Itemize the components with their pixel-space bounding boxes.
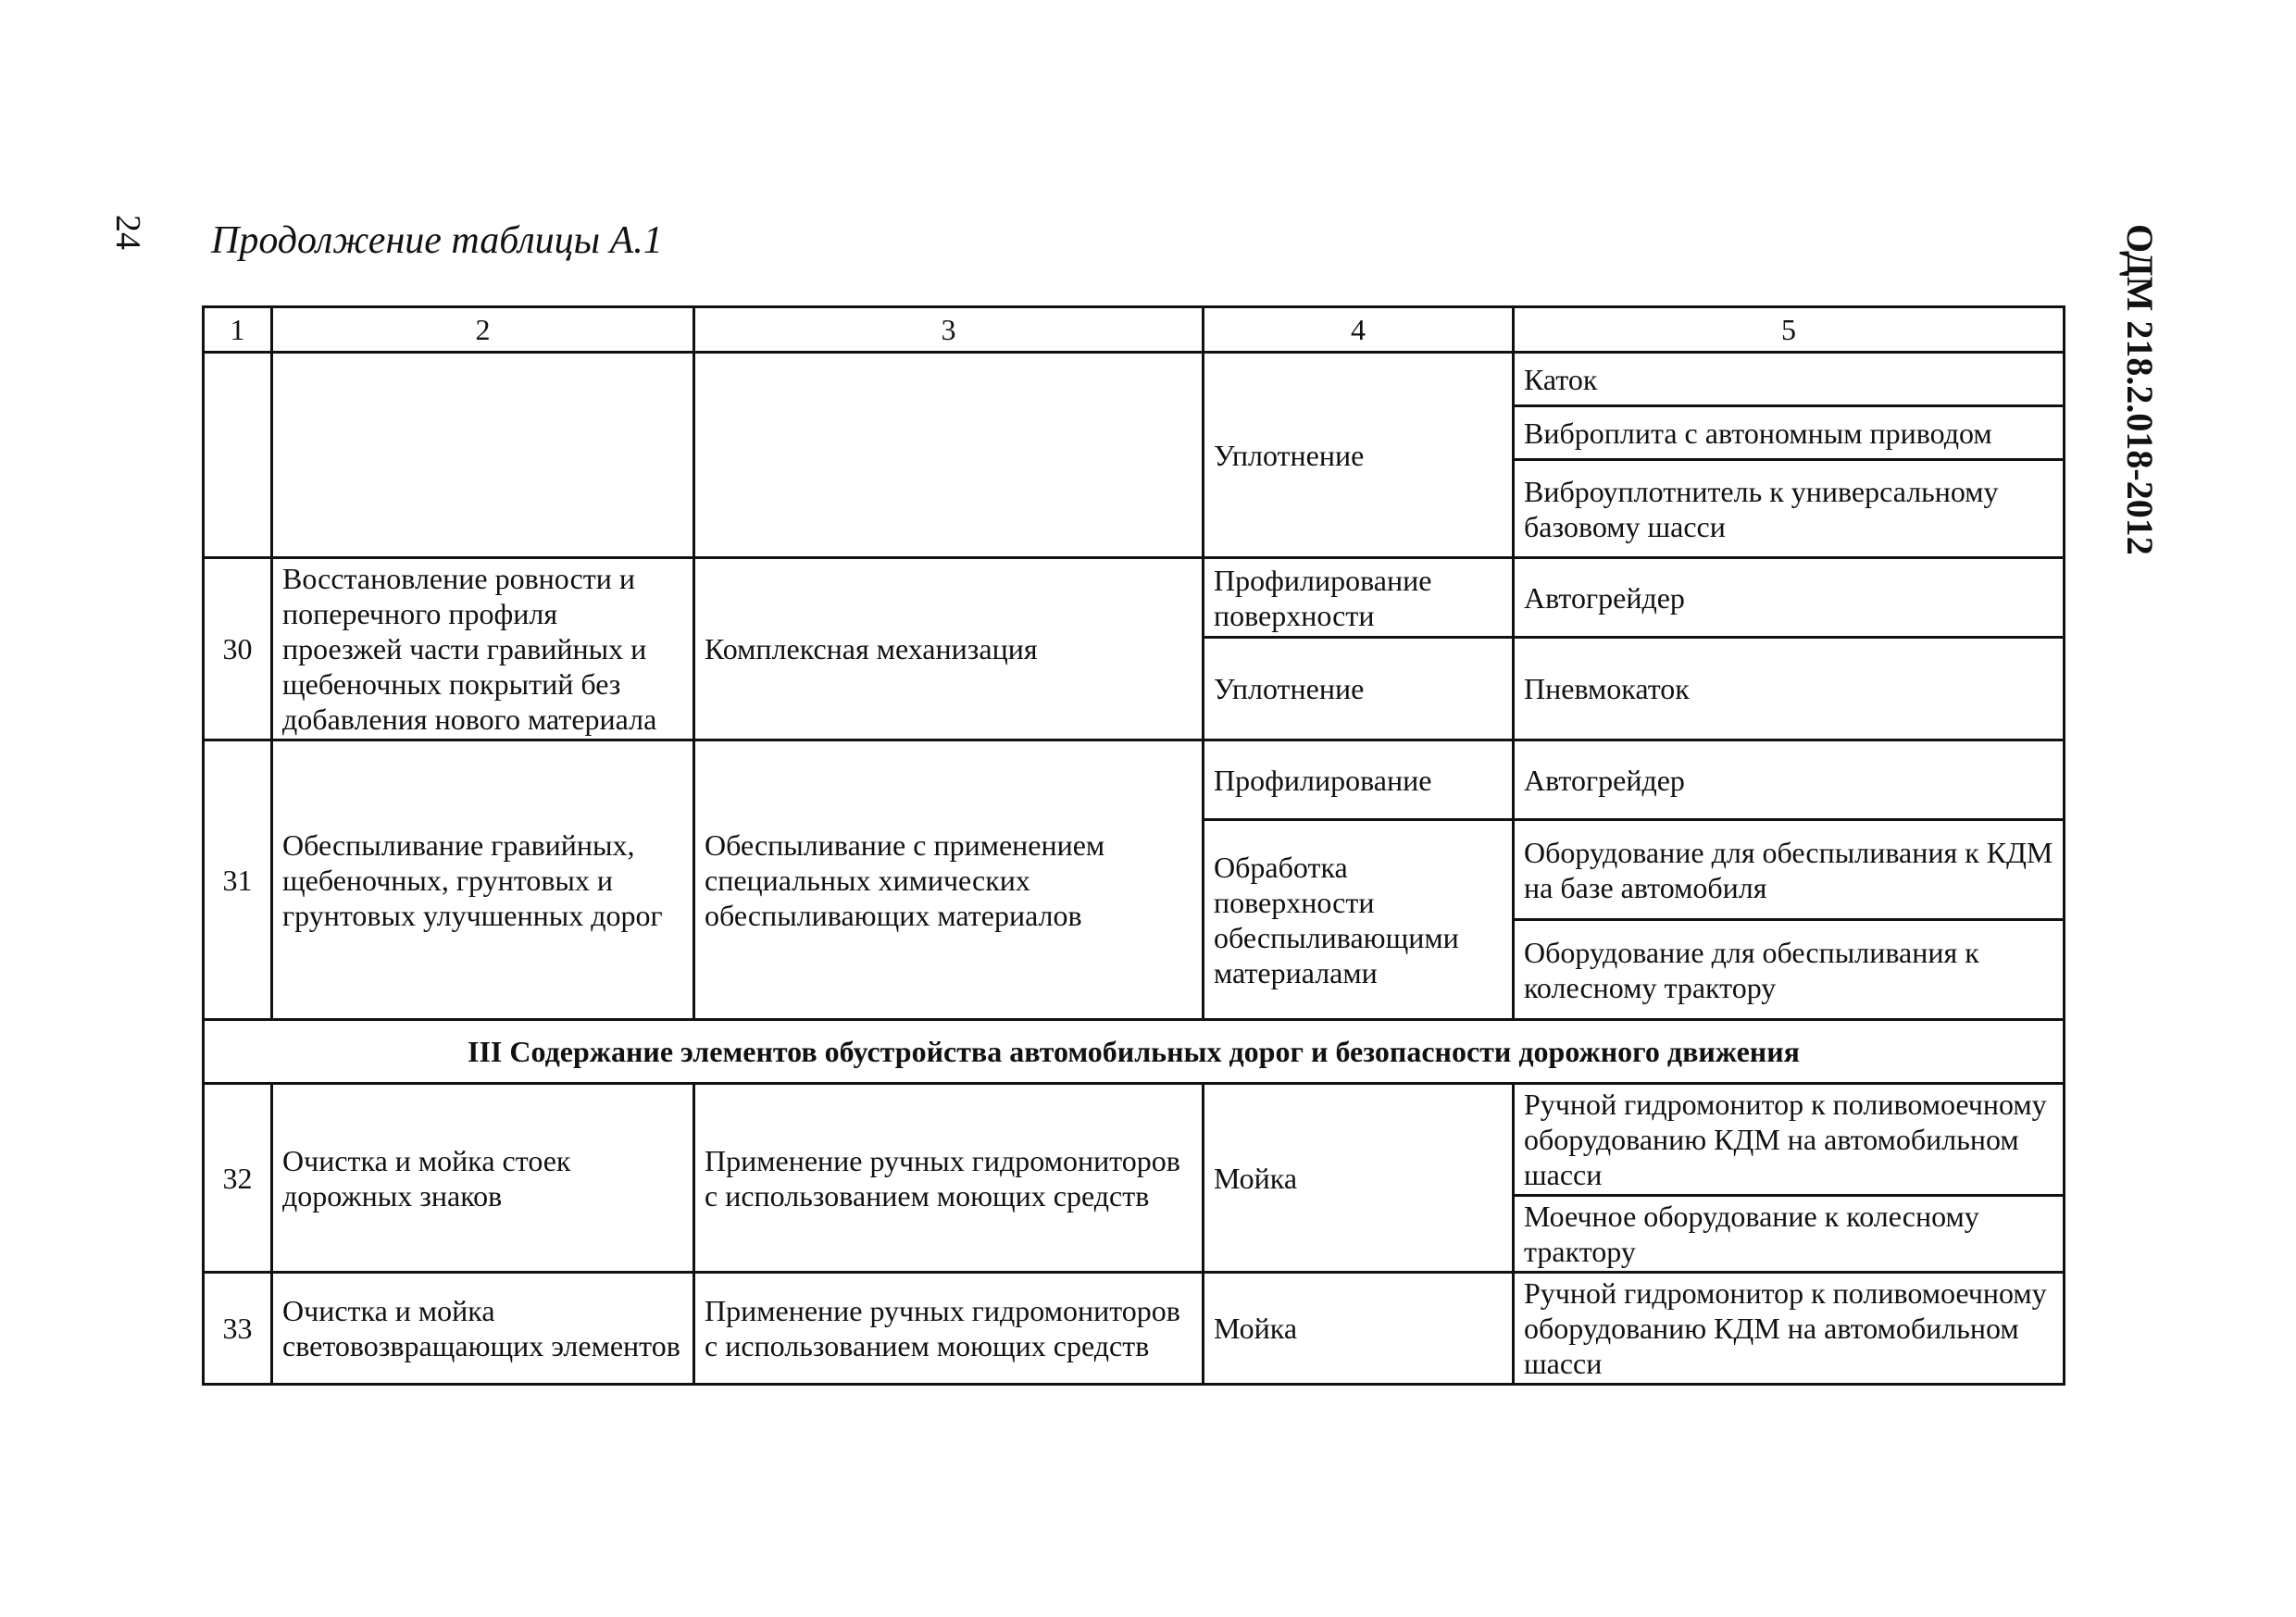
operation-cell: Профилирование bbox=[1204, 740, 1514, 820]
operation-cell: Обработка поверхности обеспыливающими материалами bbox=[1204, 820, 1514, 1020]
equipment-cell: Виброплита с автономным приводом bbox=[1514, 406, 2065, 460]
work-cell: Обеспыливание гравийных, щебеночных, грунтовых и грунтовых улучшенных дорог bbox=[272, 740, 694, 1020]
row-number-cell: 31 bbox=[204, 740, 272, 1020]
operation-cell: Мойка bbox=[1204, 1084, 1514, 1273]
row-number-cell: 30 bbox=[204, 558, 272, 740]
operation-cell: Мойка bbox=[1204, 1273, 1514, 1385]
table-caption: Продолжение таблицы А.1 bbox=[211, 219, 663, 262]
technology-cell: Применение ручных гидромониторов с использованием моющих средств bbox=[694, 1273, 1204, 1385]
section-heading: III Содержание элементов обустройства автомобильных дорог и безопасности дорожного движения bbox=[204, 1020, 2065, 1084]
equipment-cell: Моечное оборудование к колесному трактору bbox=[1514, 1196, 2065, 1273]
equipment-cell: Оборудование для обеспыливания к колесному трактору bbox=[1514, 920, 2065, 1020]
operation-cell: Уплотнение bbox=[1204, 353, 1514, 558]
equipment-cell: Ручной гидромонитор к поливомоечному оборудованию КДМ на автомобильном шасси bbox=[1514, 1273, 2065, 1385]
header-cell: 4 bbox=[1204, 307, 1514, 353]
technology-cell bbox=[694, 353, 1204, 558]
work-cell bbox=[272, 353, 694, 558]
equipment-cell: Автогрейдер bbox=[1514, 558, 2065, 638]
technology-cell: Обеспыливание с применением специальных химических обеспыливающих материалов bbox=[694, 740, 1204, 1020]
technology-cell: Комплексная механизация bbox=[694, 558, 1204, 740]
equipment-cell: Оборудование для обеспыливания к КДМ на базе автомобиля bbox=[1514, 820, 2065, 920]
operation-cell: Уплотнение bbox=[1204, 638, 1514, 740]
section-row bbox=[204, 1020, 2065, 1084]
equipment-cell: Ручной гидромонитор к поливомоечному оборудованию КДМ на автомобильном шасси bbox=[1514, 1084, 2065, 1196]
row-number-cell bbox=[204, 353, 272, 558]
work-cell: Очистка и мойка световозвращающих элементов bbox=[272, 1273, 694, 1385]
header-cell: 5 bbox=[1514, 307, 2065, 353]
row-number-cell: 33 bbox=[204, 1273, 272, 1385]
header-cell: 1 bbox=[204, 307, 272, 353]
table-row bbox=[204, 558, 2065, 638]
technology-cell: Применение ручных гидромониторов с использованием моющих средств bbox=[694, 1084, 1204, 1273]
equipment-cell: Виброуплотнитель к универсальному базовому шасси bbox=[1514, 460, 2065, 558]
work-cell: Восстановление ровности и поперечного профиля проезжей части гравийных и щебеночных покрытий без добавления нового материала bbox=[272, 558, 694, 740]
row-number-cell: 32 bbox=[204, 1084, 272, 1273]
table-row bbox=[204, 740, 2065, 820]
table-row bbox=[204, 1273, 2065, 1385]
table-row bbox=[204, 1084, 2065, 1196]
page-number: 24 bbox=[108, 215, 147, 250]
operation-cell: Профилирование поверхности bbox=[1204, 558, 1514, 638]
header-row bbox=[204, 307, 2065, 353]
equipment-cell: Автогрейдер bbox=[1514, 740, 2065, 820]
document-code: ОДМ 218.2.018-2012 bbox=[2119, 224, 2161, 555]
continuation-table bbox=[202, 305, 2065, 1386]
header-cell: 3 bbox=[694, 307, 1204, 353]
equipment-cell: Каток bbox=[1514, 353, 2065, 406]
table-row bbox=[204, 353, 2065, 406]
equipment-cell: Пневмокаток bbox=[1514, 638, 2065, 740]
header-cell: 2 bbox=[272, 307, 694, 353]
work-cell: Очистка и мойка стоек дорожных знаков bbox=[272, 1084, 694, 1273]
